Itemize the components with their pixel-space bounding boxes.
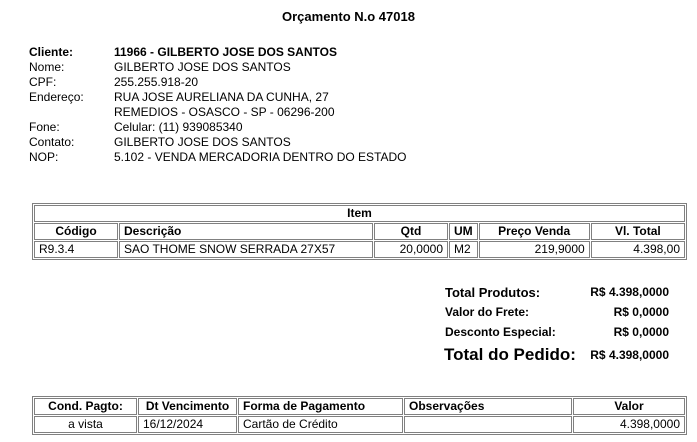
total-pedido-value: R$ 4.398,0000 bbox=[590, 348, 669, 362]
col-cond-pagto: Cond. Pagto: bbox=[34, 398, 137, 415]
payment-table bbox=[32, 396, 687, 435]
nome-label: Nome: bbox=[29, 60, 65, 74]
cpf-value: 255.255.918-20 bbox=[114, 75, 199, 89]
nop-value: 5.102 - VENDA MERCADORIA DENTRO DO ESTADO bbox=[114, 150, 407, 164]
col-descricao: Descrição bbox=[119, 223, 373, 240]
endereco-label: Endereço: bbox=[29, 90, 84, 104]
page-title: Orçamento N.o 47018 bbox=[282, 9, 415, 24]
cell-preco: 219,9000 bbox=[479, 241, 590, 258]
cell-codigo: R9.3.4 bbox=[34, 241, 118, 258]
table-row bbox=[34, 241, 685, 258]
cell-descricao: SAO THOME SNOW SERRADA 27X57 bbox=[119, 241, 373, 258]
cliente-label: Cliente: bbox=[29, 45, 74, 59]
nome-value: GILBERTO JOSE DOS SANTOS bbox=[114, 60, 291, 74]
col-observacoes: Observações bbox=[404, 398, 572, 415]
col-qtd: Qtd bbox=[374, 223, 448, 240]
cell-observacoes bbox=[404, 416, 572, 433]
cell-um: M2 bbox=[449, 241, 478, 258]
col-valor: Valor bbox=[573, 398, 685, 415]
total-produtos-value: R$ 4.398,0000 bbox=[590, 285, 669, 299]
endereco-line2: REMEDIOS - OSASCO - SP - 06296-200 bbox=[114, 105, 335, 119]
col-dt-vencimento: Dt Vencimento bbox=[138, 398, 237, 415]
total-pedido-label: Total do Pedido: bbox=[444, 345, 576, 364]
table-row bbox=[34, 416, 685, 433]
nop-label: NOP: bbox=[29, 150, 59, 164]
col-forma-pagamento: Forma de Pagamento bbox=[238, 398, 403, 415]
cell-forma: Cartão de Crédito bbox=[238, 416, 403, 433]
frete-label: Valor do Frete: bbox=[445, 305, 530, 319]
cliente-value: 11966 - GILBERTO JOSE DOS SANTOS bbox=[114, 45, 337, 59]
contato-value: GILBERTO JOSE DOS SANTOS bbox=[114, 135, 291, 149]
frete-value: R$ 0,0000 bbox=[613, 305, 669, 319]
desconto-label: Desconto Especial: bbox=[445, 325, 556, 339]
fone-label: Fone: bbox=[29, 120, 60, 134]
col-codigo: Código bbox=[34, 223, 118, 240]
items-caption: Item bbox=[34, 205, 685, 222]
total-produtos-label: Total Produtos: bbox=[445, 285, 541, 300]
cell-valor: 4.398,0000 bbox=[573, 416, 685, 433]
cell-vencimento: 16/12/2024 bbox=[138, 416, 237, 433]
col-um: UM bbox=[449, 223, 478, 240]
cell-total: 4.398,00 bbox=[591, 241, 685, 258]
contato-label: Contato: bbox=[29, 135, 75, 149]
fone-value: Celular: (11) 939085340 bbox=[114, 120, 243, 134]
cell-cond: a vista bbox=[34, 416, 137, 433]
col-total: Vl. Total bbox=[591, 223, 685, 240]
items-table bbox=[32, 203, 687, 260]
cpf-label: CPF: bbox=[29, 75, 57, 89]
desconto-value: R$ 0,0000 bbox=[613, 325, 669, 339]
endereco-line1: RUA JOSE AURELIANA DA CUNHA, 27 bbox=[114, 90, 329, 104]
cell-qtd: 20,0000 bbox=[374, 241, 448, 258]
col-preco: Preço Venda bbox=[479, 223, 590, 240]
